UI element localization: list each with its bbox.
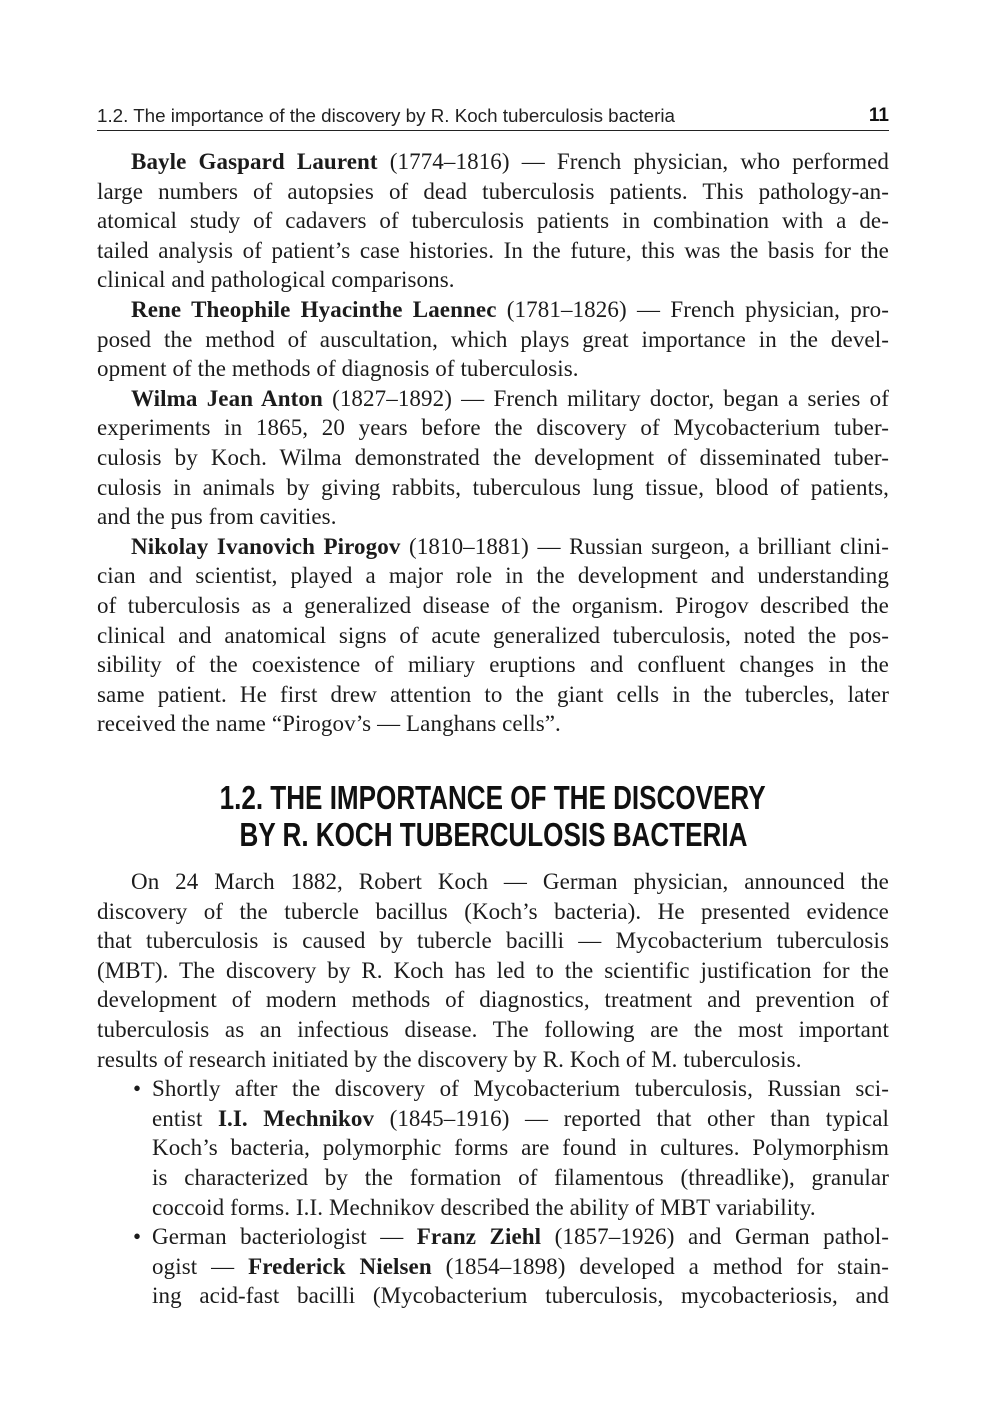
bold-name: I.I. Mechnikov — [217, 1105, 375, 1131]
text-run: (1810–1881) — Russian surgeon, a brilliant clini- — [400, 533, 889, 559]
page-number: 11 — [868, 104, 889, 126]
text-line — [152, 1074, 889, 1104]
text-run: (1845–1916) — reported that other than typical — [374, 1105, 890, 1131]
text-run: German bacteriologist — — [152, 1224, 417, 1250]
text-line — [152, 1163, 889, 1193]
section-heading-line-2 — [97, 816, 889, 853]
running-header — [97, 101, 889, 131]
text-run: (1781–1826) — French physician, pro- — [496, 296, 889, 322]
text-line — [97, 354, 889, 384]
text-run: (1857–1926) and German pathol- — [541, 1224, 889, 1250]
text-line — [97, 1045, 889, 1075]
text-line — [97, 295, 889, 325]
bullet-item-mechnikov — [133, 1074, 890, 1222]
text-line — [97, 591, 889, 621]
running-header-title: 1.2. The importance of the discovery by R. Koch tuberculosis bacteria — [97, 104, 675, 126]
text-line — [97, 177, 889, 207]
text-run: large numbers of autopsies of dead tuberculosis patients. This pathology-an- — [97, 178, 889, 204]
text-run: culosis by Koch. Wilma demonstrated the development of disseminated tuber- — [97, 444, 889, 470]
text-line — [97, 473, 889, 503]
bold-name: Nikolay Ivanovich Pirogov — [131, 533, 401, 559]
text-run: clinical and anatomical signs of acute generalized tuberculosis, noted the pos- — [97, 622, 889, 648]
text-line — [97, 621, 889, 651]
text-run: opment of the methods of diagnosis of tuberculosis. — [97, 356, 579, 382]
section-heading-text-2: BY R. KOCH TUBERCULOSIS BACTERIA — [239, 816, 747, 853]
text-line — [97, 650, 889, 680]
text-line — [97, 147, 889, 177]
section-1-1-continued — [97, 147, 889, 739]
text-line — [152, 1252, 889, 1282]
text-run: development of modern methods of diagnostics, treatment and prevention of — [97, 987, 889, 1013]
text-run: ogist — — [152, 1253, 249, 1279]
text-line — [97, 709, 889, 739]
text-line — [97, 680, 889, 710]
bullet-marker: • — [133, 1224, 142, 1250]
text-line — [97, 443, 889, 473]
section-heading-text-1: 1.2. THE IMPORTANCE OF THE DISCOVERY — [219, 779, 767, 816]
text-line — [152, 1133, 889, 1163]
text-run: cian and scientist, played a major role in the development and understanding — [97, 563, 889, 589]
text-run: results of research initiated by the discovery by R. Koch of M. tuberculosis. — [97, 1046, 802, 1072]
bullet-text — [152, 1222, 889, 1311]
section-1-2-body — [97, 867, 889, 1311]
bullet-marker: • — [133, 1076, 142, 1102]
bold-name: Rene Theophile Hyacinthe Laennec — [131, 296, 497, 322]
text-line — [97, 561, 889, 591]
text-line — [152, 1281, 889, 1311]
text-run: Shortly after the discovery of Mycobacterium tuberculosis, Russian sci- — [152, 1076, 889, 1102]
bold-name: Franz Ziehl — [416, 1224, 542, 1250]
paragraph-pirogov — [97, 532, 889, 739]
section-heading — [97, 779, 889, 853]
text-run: discovery of the tubercle bacillus (Koch’s bacteria). He presented evidence — [97, 898, 889, 924]
text-line — [97, 413, 889, 443]
text-run: On 24 March 1882, Robert Koch — German physician, announced the — [131, 869, 889, 894]
text-line — [97, 265, 889, 295]
bold-name: Wilma Jean Anton — [131, 385, 323, 411]
text-line — [97, 985, 889, 1015]
text-run: of tuberculosis as a generalized disease of the organism. Pirogov described the — [97, 592, 889, 618]
paragraph-anton — [97, 384, 889, 532]
text-run: same patient. He first drew attention to the giant cells in the tubercles, later — [97, 681, 889, 707]
text-run: (1774–1816) — French physician, who performed — [377, 149, 889, 174]
text-run: coccoid forms. I.I. Mechnikov described the ability of MBT variability. — [152, 1194, 816, 1220]
bold-name: Frederick Nielsen — [248, 1253, 432, 1279]
intro-paragraph — [97, 867, 889, 1074]
text-line — [97, 384, 889, 414]
text-run: (MBT). The discovery by R. Koch has led to the scientific justification for the — [97, 957, 889, 983]
text-run: (1854–1898) developed a method for stain- — [431, 1253, 890, 1279]
bullet-list — [97, 1074, 889, 1311]
text-run: posed the method of auscultation, which plays great importance in the devel- — [97, 326, 889, 352]
text-run: Koch’s bacteria, polymorphic forms are found in cultures. Polymorphism — [152, 1135, 889, 1161]
text-run: and the pus from cavities. — [97, 504, 337, 530]
text-line — [152, 1104, 889, 1134]
text-line — [97, 532, 889, 562]
text-run: entist — [152, 1105, 218, 1131]
text-line — [152, 1222, 889, 1252]
bold-name: Bayle Gaspard Laurent — [131, 149, 378, 174]
text-run: ing acid-fast bacilli (Mycobacterium tuberculosis, mycobacteriosis, and — [152, 1283, 889, 1309]
text-run: is characterized by the formation of filamentous (threadlike), granular — [152, 1164, 889, 1190]
text-line — [97, 206, 889, 236]
text-line — [97, 926, 889, 956]
section-heading-line-1 — [97, 779, 889, 816]
text-run: (1827–1892) — French military doctor, began a series of — [322, 385, 890, 411]
text-line — [97, 867, 889, 897]
text-run: culosis in animals by giving rabbits, tuberculous lung tissue, blood of patients, — [97, 474, 889, 500]
bullet-item-ziehl-nielsen — [133, 1222, 890, 1311]
text-line — [97, 956, 889, 986]
bullet-text — [152, 1074, 889, 1222]
text-line — [97, 897, 889, 927]
text-run: received the name “Pirogov’s — Langhans cells”. — [97, 711, 561, 737]
paragraph-laennec — [97, 295, 889, 384]
text-run: that tuberculosis is caused by tubercle bacilli — Mycobacterium tuberculosis — [97, 928, 889, 954]
text-run: experiments in 1865, 20 years before the discovery of Mycobacterium tuber- — [97, 415, 889, 441]
text-run: atomical study of cadavers of tuberculosis patients in combination with a de- — [97, 208, 889, 234]
paragraph-laurent — [97, 147, 889, 295]
text-line — [97, 502, 889, 532]
text-line — [97, 325, 889, 355]
text-run: tuberculosis as an infectious disease. The following are the most important — [97, 1016, 889, 1042]
text-run: sibility of the coexistence of miliary eruptions and confluent changes in the — [97, 652, 889, 678]
text-run: clinical and pathological comparisons. — [97, 267, 455, 293]
text-line — [152, 1193, 889, 1223]
text-line — [97, 236, 889, 266]
text-run: tailed analysis of patient’s case histories. In the future, this was the basis for the — [97, 237, 889, 263]
text-line — [97, 1015, 889, 1045]
